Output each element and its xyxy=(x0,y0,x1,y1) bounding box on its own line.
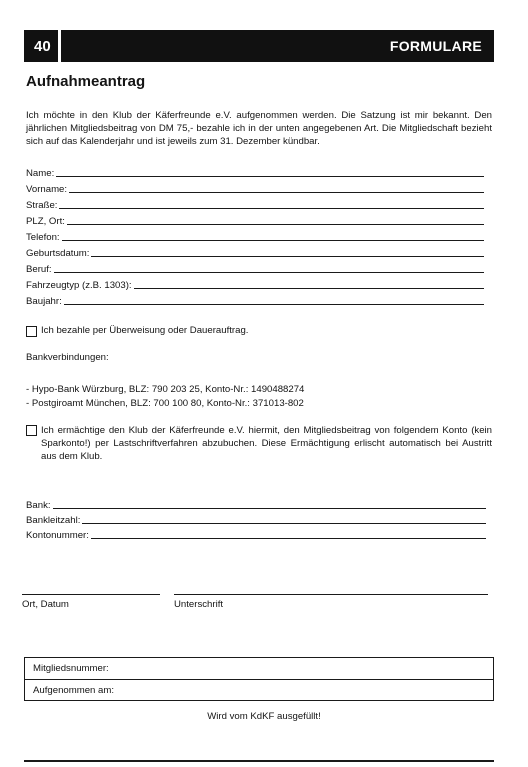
option-debit[interactable] xyxy=(26,424,492,463)
accepted-on-row[interactable] xyxy=(25,680,493,701)
zip-city-field[interactable] xyxy=(26,213,484,227)
bank-code-line[interactable] xyxy=(82,513,486,524)
occupation-label: Beruf: xyxy=(26,264,52,275)
street-line[interactable] xyxy=(59,198,484,209)
accepted-on-label: Aufgenommen am: xyxy=(33,685,115,696)
header-divider xyxy=(58,30,61,62)
occupation-line[interactable] xyxy=(54,262,484,273)
office-use-note: Wird vom KdKF ausgefüllt! xyxy=(207,711,321,722)
street-field[interactable] xyxy=(26,197,484,211)
intro-text: Ich möchte in den Klub der Käferfreunde e.V. aufgenommen werden. Die Satzung ist mir bekannt. Den jährlichen Mitgliedsbeitrag von DM 75,- bezahle ich in der unten angegebenen Art. Die Mitgliedschaft bezieht sich auf das Kalenderjahr und ist jeweils zum 31. Dezember kündbar. xyxy=(26,110,492,147)
bank-account-1: - Hypo-Bank Würzburg, BLZ: 790 203 25, Konto-Nr.: 1490488274 xyxy=(26,384,305,395)
build-year-label: Baujahr: xyxy=(26,296,62,307)
vehicle-type-field[interactable] xyxy=(26,277,484,291)
page-header xyxy=(24,30,494,62)
phone-field[interactable] xyxy=(26,229,484,243)
zip-city-label: PLZ, Ort: xyxy=(26,216,65,227)
form-title: Aufnahmeantrag xyxy=(26,73,146,90)
birthdate-field[interactable] xyxy=(26,245,484,259)
page-number: 40 xyxy=(34,38,51,55)
vehicle-type-label: Fahrzeugtyp (z.B. 1303): xyxy=(26,280,132,291)
account-number-line[interactable] xyxy=(91,528,486,539)
zip-city-line[interactable] xyxy=(67,214,484,225)
section-title: FORMULARE xyxy=(389,38,482,54)
name-label: Name: xyxy=(26,168,55,179)
account-number-field[interactable] xyxy=(26,527,486,541)
place-date-label: Ort, Datum xyxy=(22,599,69,610)
transfer-label: Ich bezahle per Überweisung oder Dauerauftrag. xyxy=(41,325,249,336)
transfer-checkbox[interactable] xyxy=(26,326,37,337)
bank-name-line[interactable] xyxy=(53,498,486,509)
signature-line[interactable] xyxy=(174,594,488,595)
first-name-label: Vorname: xyxy=(26,184,68,195)
first-name-line[interactable] xyxy=(69,182,484,193)
debit-label: Ich ermächtige den Klub der Käferfreunde e.V. hiermit, den Mitgliedsbeitrag von folgendem Konto (kein Sparkonto!) per Lastschriftverfahren abzubuchen. Diese Ermächtigung erlischt automatisch bei Austritt aus dem Klub. xyxy=(41,425,492,462)
bank-code-label: Bankleitzahl: xyxy=(26,515,81,526)
signature-label: Unterschrift xyxy=(174,599,224,610)
bottom-rule xyxy=(24,760,494,762)
build-year-line[interactable] xyxy=(64,294,484,305)
occupation-field[interactable] xyxy=(26,261,484,275)
bank-account-2: - Postgiroamt München, BLZ: 700 100 80, Konto-Nr.: 371013-802 xyxy=(26,398,304,409)
first-name-field[interactable] xyxy=(26,181,484,195)
office-use-box xyxy=(24,657,494,701)
name-line[interactable] xyxy=(56,166,484,177)
bank-name-label: Bank: xyxy=(26,500,51,511)
option-transfer[interactable] xyxy=(26,325,492,337)
vehicle-type-line[interactable] xyxy=(134,278,484,289)
street-label: Straße: xyxy=(26,200,58,211)
account-number-label: Kontonummer: xyxy=(26,530,89,541)
name-field[interactable] xyxy=(26,165,484,179)
phone-label: Telefon: xyxy=(26,232,60,243)
bank-name-field[interactable] xyxy=(26,497,486,511)
phone-line[interactable] xyxy=(62,230,484,241)
birthdate-label: Geburtsdatum: xyxy=(26,248,90,259)
build-year-field[interactable] xyxy=(26,293,484,307)
member-number-label: Mitgliedsnummer: xyxy=(33,663,109,674)
bank-heading: Bankverbindungen: xyxy=(26,352,109,363)
debit-checkbox[interactable] xyxy=(26,425,37,436)
member-number-row[interactable] xyxy=(25,658,493,679)
place-date-line[interactable] xyxy=(22,594,160,595)
birthdate-line[interactable] xyxy=(91,246,484,257)
bank-code-field[interactable] xyxy=(26,512,486,526)
